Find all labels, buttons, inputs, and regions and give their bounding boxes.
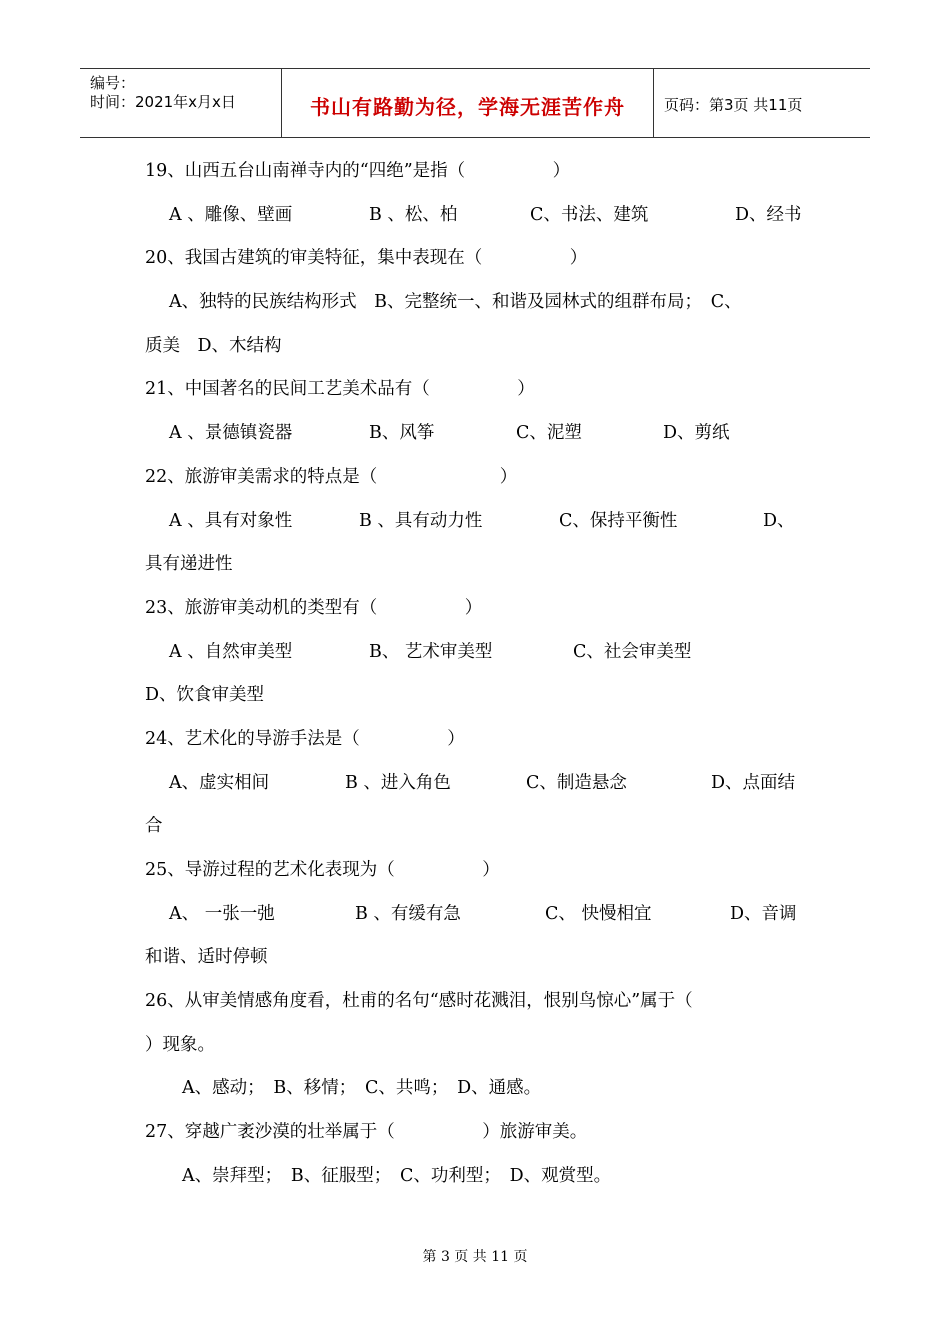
- question-20-options: A、独特的民族结构形式 B、完整统一、和谐及园林式的组群布局； C、: [169, 292, 742, 313]
- question-23-options: [145, 631, 815, 675]
- option-b: B 、进入角色: [345, 772, 451, 793]
- option-a: A 、雕像、壁画: [169, 204, 293, 225]
- question-25-options: [145, 893, 815, 937]
- question-27-stem: 27、穿越广袤沙漠的壮举属于（ ）旅游审美。: [145, 1122, 588, 1143]
- question-22-stem: 22、旅游审美需求的特点是（ ）: [145, 466, 518, 487]
- option-b: B 、有缓有急: [355, 903, 461, 924]
- option-c: C、保持平衡性: [559, 510, 678, 531]
- question-27-options: A、崇拜型； B、征服型； C、功利型； D、观赏型。: [182, 1165, 612, 1186]
- option-d: D、经书: [735, 204, 802, 225]
- option-d: D、音调: [730, 903, 797, 924]
- option-a: A、 一张一弛: [169, 903, 275, 924]
- question-22-options: [145, 500, 815, 544]
- question-19-options: [145, 194, 815, 238]
- option-b: B、风筝: [369, 423, 435, 444]
- option-d: D、点面结: [711, 772, 796, 793]
- option-b: B、 艺术审美型: [369, 641, 493, 662]
- option-a: A 、自然审美型: [169, 641, 293, 662]
- header-meta-cell: [80, 69, 280, 137]
- question-20-options-cont: 质美 D、木结构: [145, 335, 282, 356]
- option-a: A 、景德镇瓷器: [169, 423, 293, 444]
- header-page-info: 页码：第3页 共11页: [664, 96, 803, 114]
- option-c: C、 快慢相宜: [545, 903, 652, 924]
- option-d: D、剪纸: [663, 423, 730, 444]
- option-d: D、: [763, 510, 795, 531]
- question-23-stem: 23、旅游审美动机的类型有（ ）: [145, 597, 483, 618]
- option-b: B 、松、柏: [369, 204, 458, 225]
- document-number-label: 编号：: [90, 74, 136, 92]
- option-c: C、制造悬念: [526, 772, 627, 793]
- option-a: A、虚实相间: [169, 772, 270, 793]
- option-c: C、泥塑: [516, 423, 582, 444]
- question-20-stem: 20、我国古建筑的审美特征，集中表现在（ ）: [145, 248, 588, 269]
- question-24-options-cont: 合: [145, 816, 163, 837]
- page-footer: 第 3 页 共 11 页: [422, 1249, 528, 1265]
- question-list: [145, 150, 815, 1199]
- question-26-options: A、感动； B、移情； C、共鸣； D、通感。: [182, 1078, 542, 1099]
- question-24-options: [145, 762, 815, 806]
- question-24-stem: 24、艺术化的导游手法是（ ）: [145, 728, 465, 749]
- question-25-stem: 25、导游过程的艺术化表现为（ ）: [145, 860, 500, 880]
- question-26-stem-cont: ）现象。: [145, 1034, 215, 1055]
- question-19-stem: 19、山西五台山南禅寺内的“四绝”是指（ ）: [145, 161, 571, 181]
- header-motto-cell: [281, 69, 654, 137]
- option-c: C、社会审美型: [573, 641, 692, 662]
- option-b: B 、具有动力性: [359, 510, 483, 531]
- header-motto: 书山有路勤为径，学海无涯苦作舟: [310, 95, 625, 119]
- question-23-options-cont: D、饮食审美型: [145, 685, 265, 706]
- question-22-options-cont: 具有递进性: [145, 554, 233, 575]
- header-page-cell: [654, 69, 870, 137]
- question-21-stem: 21、中国著名的民间工艺美术品有（ ）: [145, 379, 535, 400]
- document-time-label: 时间：2021年x月x日: [90, 93, 236, 111]
- option-c: C、书法、建筑: [530, 204, 649, 225]
- option-a: A 、具有对象性: [169, 510, 293, 531]
- question-26-stem: 26、从审美情感角度看，杜甫的名句“感时花溅泪，恨别鸟惊心”属于（: [145, 991, 693, 1012]
- page-header: [80, 68, 870, 138]
- question-21-options: [145, 412, 815, 456]
- question-25-options-cont: 和谐、适时停顿: [145, 947, 268, 968]
